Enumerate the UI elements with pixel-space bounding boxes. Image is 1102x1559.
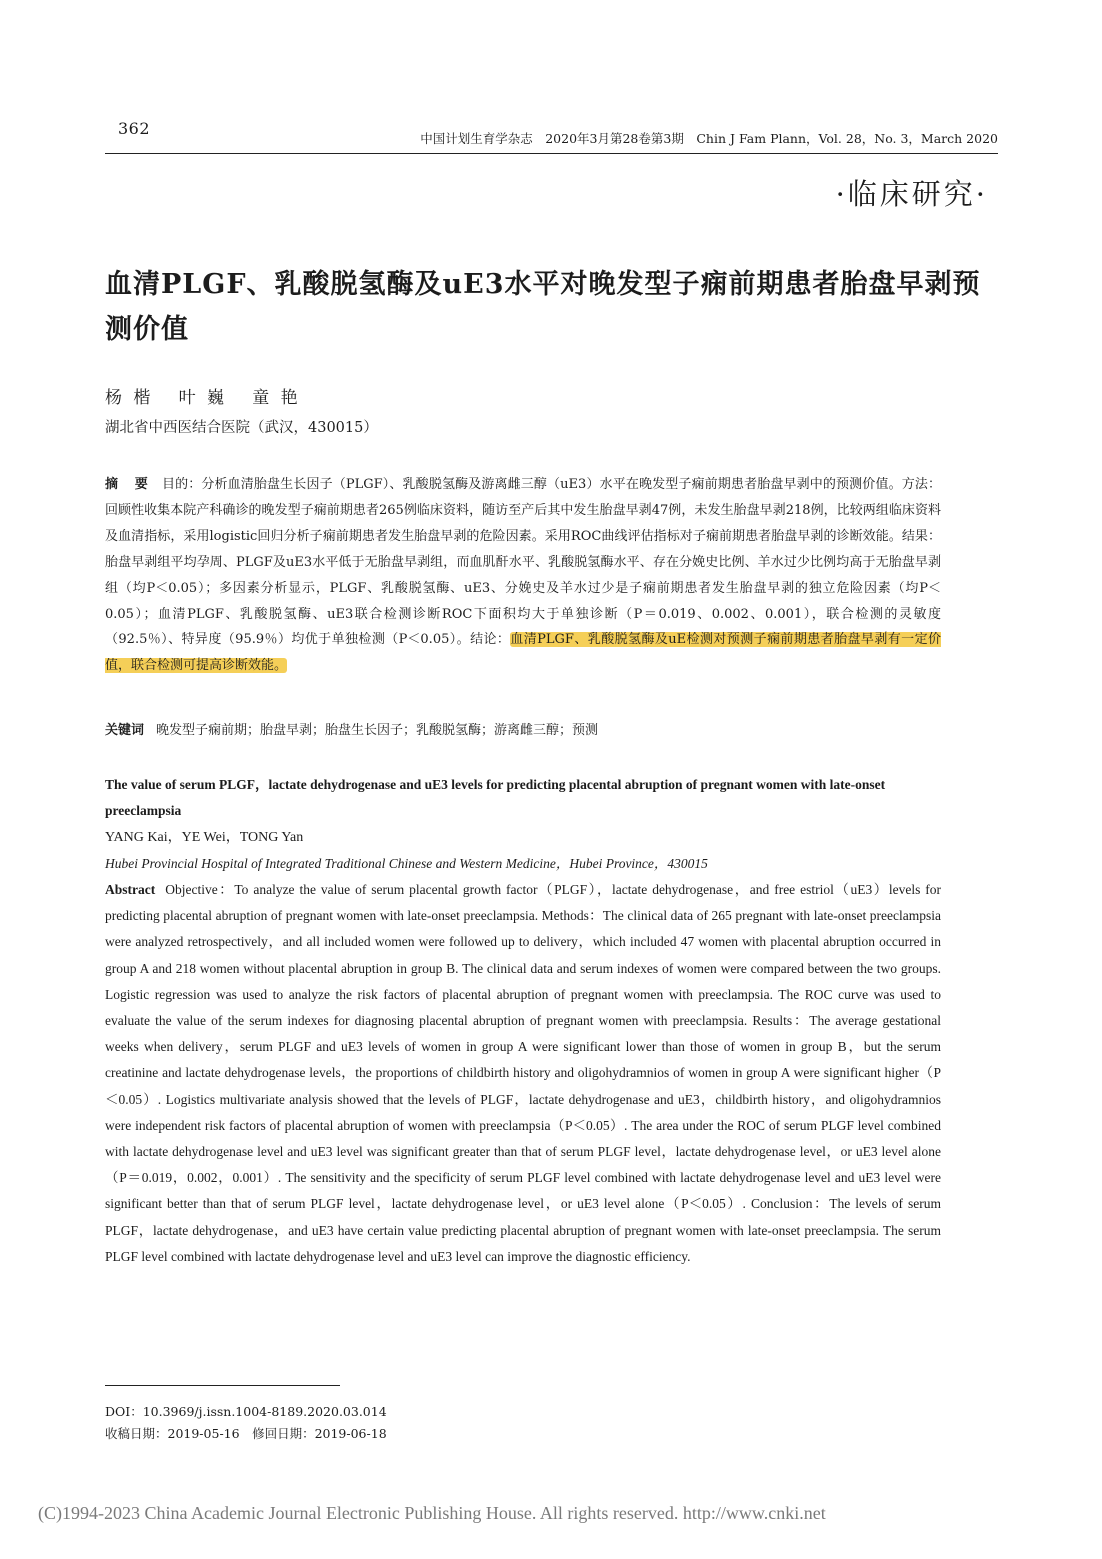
section-tag: ·临床研究· [835,177,988,211]
dates-footnote: 收稿日期：2019-05-16 修回日期：2019-06-18 [105,1426,387,1441]
affiliation-cn: 湖北省中西医结合医院（武汉，430015） [105,420,378,436]
footnote-rule [105,1385,340,1386]
abstract-cn-body: 目的：分析血清胎盘生长因子（PLGF）、乳酸脱氢酶及游离雌三醇（uE3）水平在晚发型子痫前期患者胎盘早剥中的预测价值。方法：回顾性收集本院产科确诊的晚发型子痫前期患者265例临床资料，随访至产后其中发生胎盘早剥47例，未发生胎盘早剥218例，比较两组临床资料及血清指标，采用logistic回归分析子痫前期患者发生胎盘早剥的危险因素。采用ROC曲线评估指标对子痫前期患者胎盘早剥的诊断效能。结果：胎盘早剥组平均孕周、PLGF及uE3水平低于无胎盘早剥组，而血肌酐水平、乳酸脱氢酶水平、存在分娩史比例、羊水过少比例均高于无胎盘早剥组（均P＜0.05）；多因素分析显示，PLGF、乳酸脱氢酶、uE3、分娩史及羊水过少是子痫前期患者发生胎盘早剥的独立危险因素（均P＜0.05）；血清PLGF、乳酸脱氢酶、uE3联合检测诊断ROC下面积均大于单独诊断（P＝0.019、0.002、0.001），联合检测的灵敏度（92.5％）、特异度（95.9％）均优于单独检测（P＜0.05）。结论： [105,477,941,648]
abstract-cn [105,472,941,679]
highlighted-conclusion: 血清PLGF、乳酸脱氢酶及uE检测对预测子痫前期患者胎盘早剥有一定价值，联合检测可提高诊断效能。 [105,632,941,674]
affiliation-en: Hubei Provincial Hospital of Integrated Traditional Chinese and Western Medicine，Hubei Province，430015 [105,856,708,871]
doi-footnote: DOI：10.3969/j.issn.1004-8189.2020.03.014 [105,1404,387,1419]
copyright-notice: (C)1994-2023 China Academic Journal Electronic Publishing House. All rights reserved. http://www.cnki.net [38,1503,826,1523]
authors-en: YANG Kai，YE Wei，TONG Yan [105,830,304,845]
page-number: 362 [118,119,151,138]
header-rule [105,153,998,154]
keywords-cn-text: 晚发型子痫前期；胎盘早剥；胎盘生长因子；乳酸脱氢酶；游离雌三醇；预测 [156,723,599,738]
keywords-cn [105,720,941,742]
abstract-cn-label: 摘 要 [105,477,154,492]
authors-cn: 杨 楷 叶 巍 童 艳 [105,388,301,408]
article-title-cn: 血清PLGF、乳酸脱氢酶及uE3水平对晚发型子痫前期患者胎盘早剥预测价值 [105,269,981,345]
abstract-en-label: Abstract [105,882,156,897]
running-header: 中国计划生育学杂志 2020年3月第28卷第3期 Chin J Fam Plann，Vol. 28，No. 3，March 2020 [420,131,998,146]
abstract-en [105,877,941,1270]
abstract-en-body: Objective：To analyze the value of serum placental growth factor（PLGF），lactate dehydrogenase，and free estriol（uE3）levels for predicting placental abruption of pregnant women with late-onset preeclampsia. Methods：The clinical data of 265 pregnant with late-onset preeclampsia were analyzed retrospectively，and all included women were followed up to delivery，which included 47 women with placental abruption occurred in group A and 218 women without placental abruption in group B. The clinical data and serum indexes of women were compared between the two groups. Logistic regression was used to analyze the risk factors of placental abruption of pregnant women with preeclampsia. The ROC curve was used to evaluate the value of the serum indexes for diagnosing placental abruption of pregnant women with preeclampsia. Results：The average gestational weeks when delivery，serum PLGF and uE3 levels of women in group A were significant lower than those of women in group B，but the serum creatinine and lactate dehydrogenase levels，the proportions of childbirth history and oligohydramnios of women in group A were significant higher（P＜0.05）. Logistics multivariate analysis showed that the levels of PLGF，lactate dehydrogenase and uE3，childbirth history，and oligohydramnios were independent risk factors of placental abruption of women with preeclampsia（P＜0.05）. The area under the ROC of serum PLGF level combined with lactate dehydrogenase level and uE3 level was significant greater than that of serum PLGF level，lactate dehydrogenase level，or uE3 level alone（P＝0.019，0.002，0.001）. The sensitivity and the specificity of serum PLGF level combined with lactate dehydrogenase level and uE3 level were significant better than that of serum PLGF level，lactate dehydrogenase level，or uE3 level alone（P＜0.05）. Conclusion：The levels of serum PLGF，lactate dehydrogenase，and uE3 have certain value predicting placental abruption of pregnant women with late-onset preeclampsia. The serum PLGF level combined with lactate dehydrogenase level and uE3 level can improve the diagnostic efficiency. [105,882,941,1264]
article-title-en: The value of serum PLGF，lactate dehydrogenase and uE3 levels for predicting placental abruption of pregnant women with late-onset preeclampsia [105,777,886,818]
keywords-cn-label: 关键词 [105,723,145,738]
